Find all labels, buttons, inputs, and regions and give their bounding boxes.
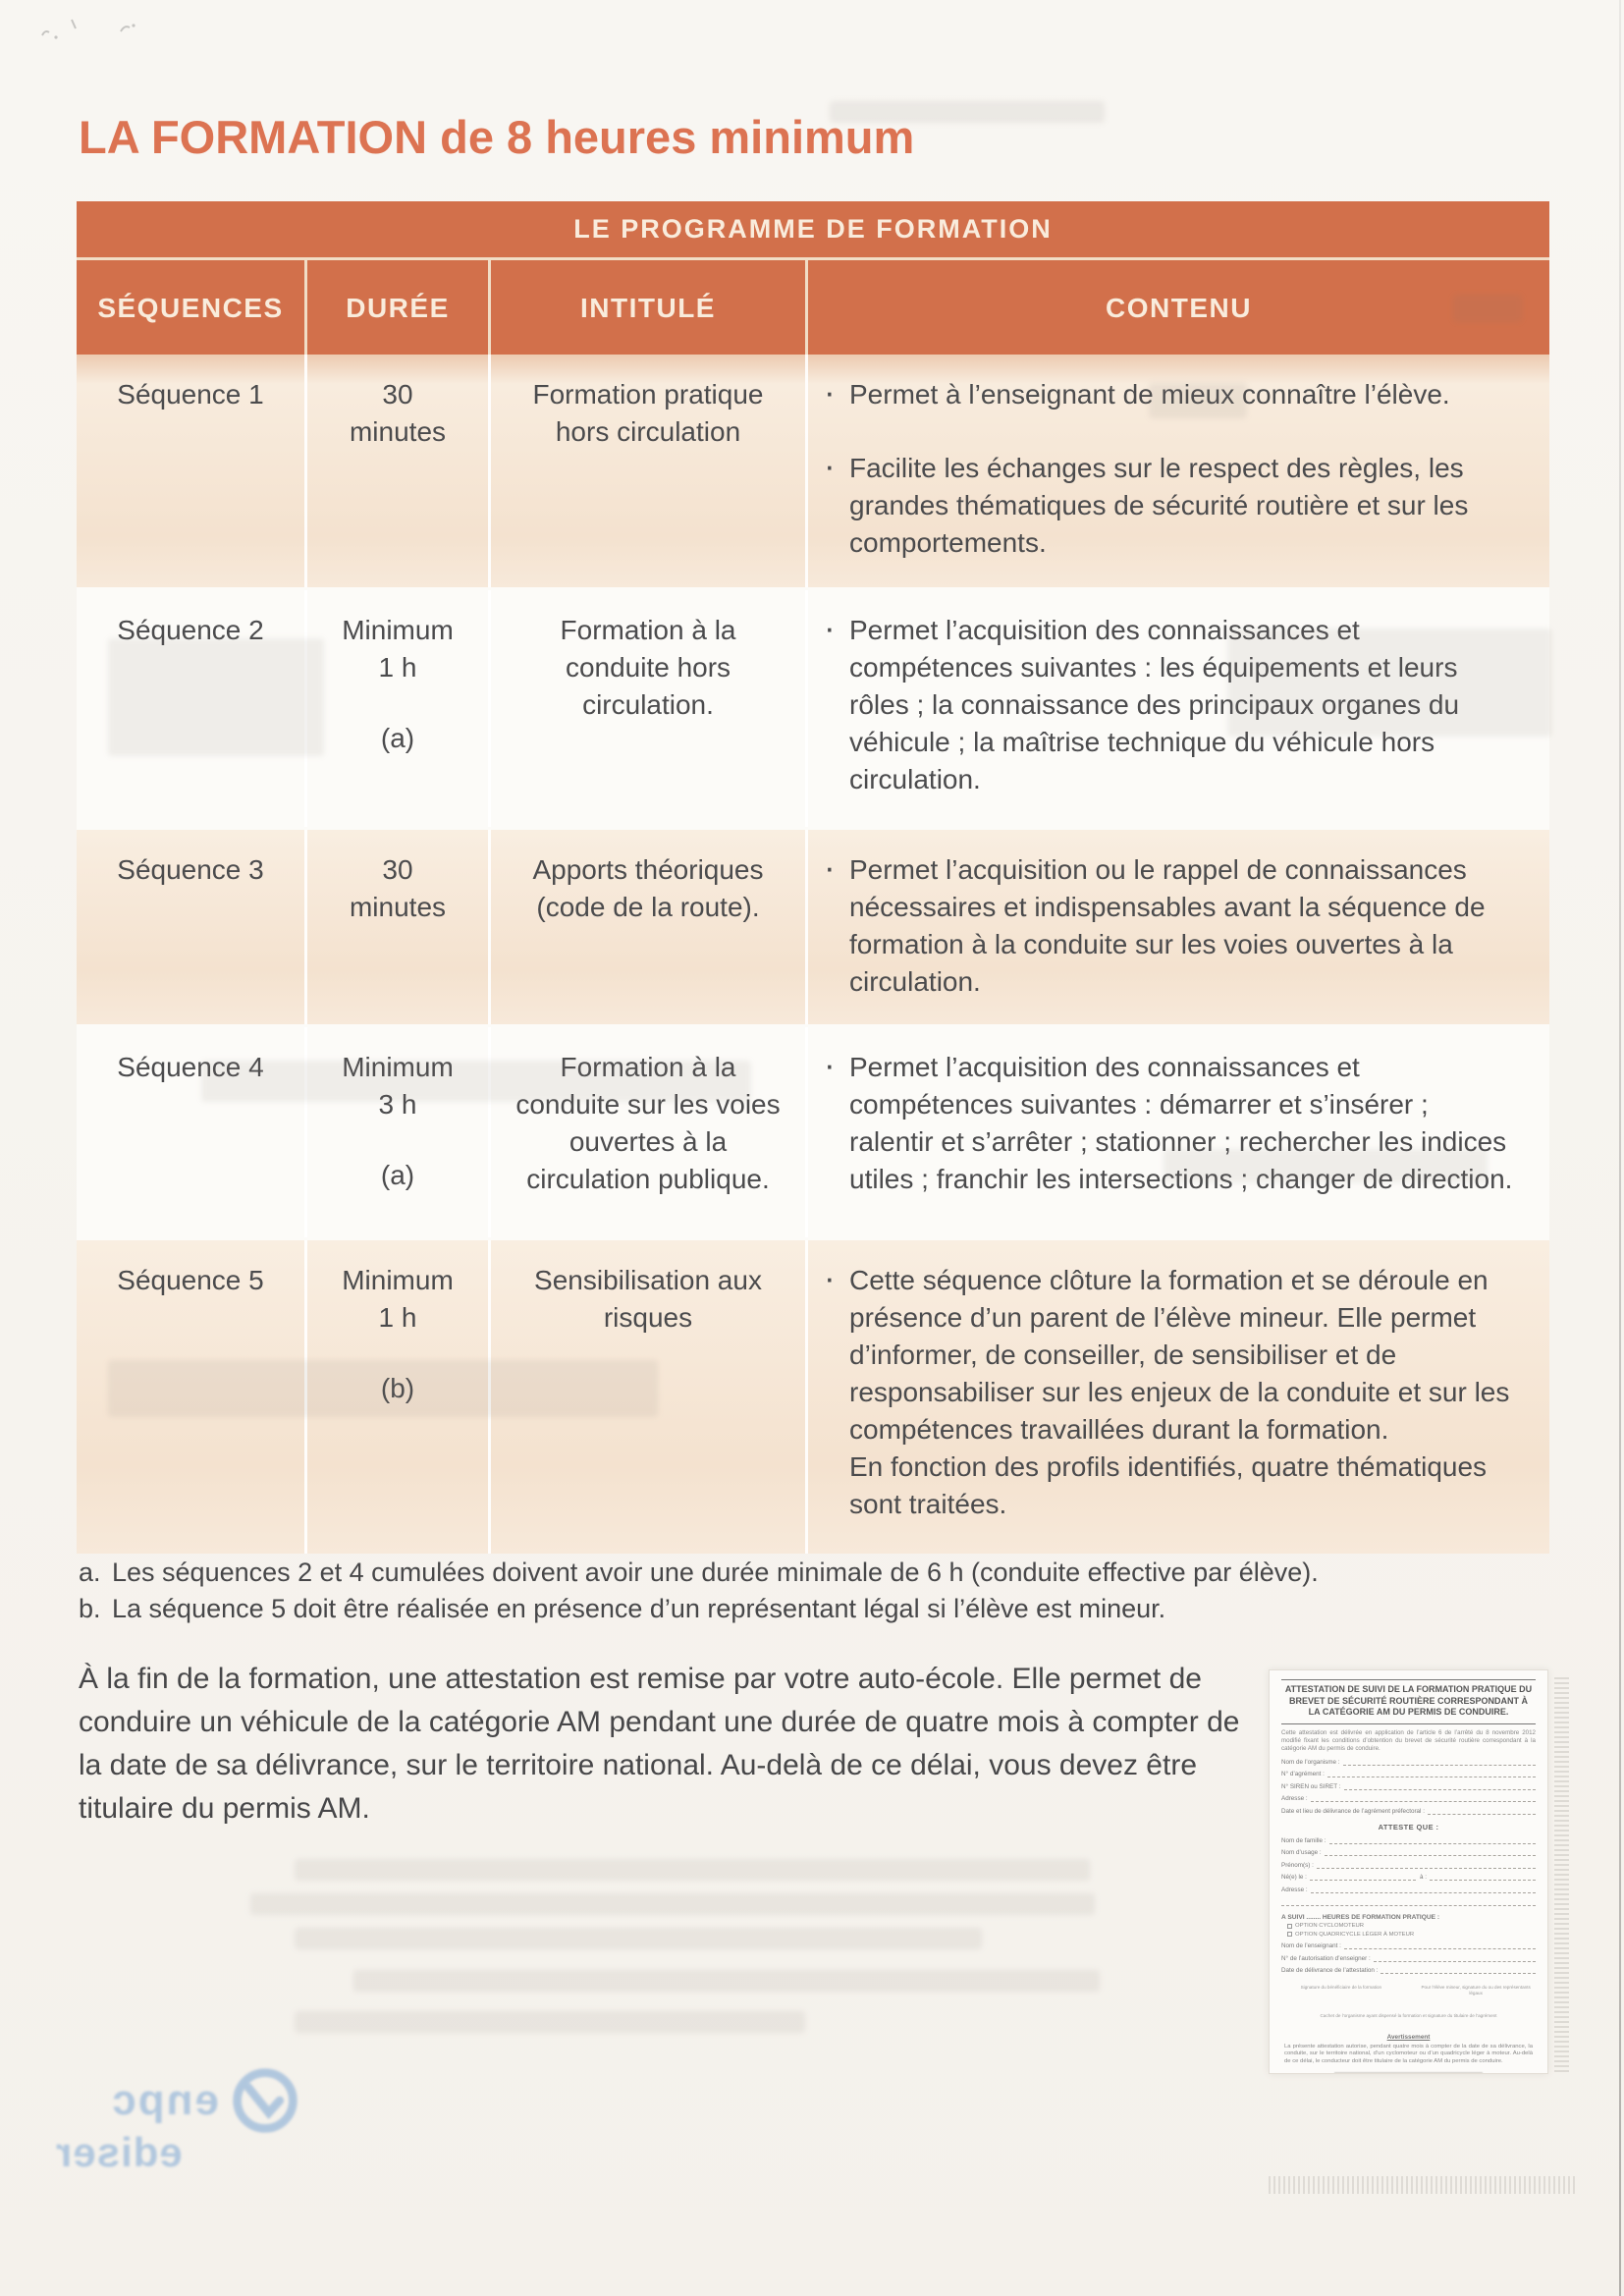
intitule-cell: Formation pratique hors circulation: [488, 355, 805, 587]
bleed-through-artifact: [295, 1859, 1090, 1881]
field-blank-line: [1374, 1955, 1536, 1962]
duree-line: Minimum: [342, 615, 454, 645]
duree-cell: [304, 830, 488, 1024]
bleed-through-artifact: [353, 1970, 1100, 1992]
sequence-cell: Séquence 4: [117, 1052, 264, 1082]
column-header-sequences: SÉQUENCES: [97, 293, 284, 323]
avertissement-title: Avertissement: [1386, 2034, 1431, 2042]
footnote-text: Les séquences 2 et 4 cumulées doivent avoir une durée minimale de 6 h (conduite effective par élève).: [112, 1558, 1319, 1587]
field-blank-line: [1327, 1771, 1536, 1777]
field-blank-line: [1380, 1967, 1536, 1974]
field-label: N° SIREN ou SIRET :: [1281, 1782, 1341, 1790]
duree-line: minutes: [349, 416, 447, 447]
table-row-sequence-4: [77, 1024, 1549, 1237]
enpc-circle-check-icon: [229, 2064, 301, 2137]
contenu-cell: [805, 830, 1549, 1024]
footnote-marker: a.: [79, 1558, 101, 1587]
form-field: [1281, 1771, 1536, 1777]
duree-line: 30: [382, 854, 413, 885]
checkbox-icon: [1287, 1924, 1292, 1929]
field-label: Nom de l’organisme :: [1281, 1758, 1340, 1766]
field-blank-line: [1317, 1862, 1536, 1869]
bleed-through-artifact: [108, 638, 324, 756]
field-label: Adresse :: [1281, 1886, 1308, 1894]
intitule-cell: Apports théoriques (code de la route).: [488, 830, 805, 1024]
option-label: OPTION CYCLOMOTEUR: [1295, 1923, 1365, 1930]
logo-row: [51, 2064, 301, 2137]
bleed-through-artifact: [108, 1360, 658, 1417]
sequence-cell: Séquence 3: [117, 854, 264, 885]
table-banner: LE PROGRAMME DE FORMATION: [77, 201, 1549, 257]
duree-line: 3 h: [378, 1089, 417, 1120]
contenu-bullet: · Cette séquence clôture la formation et se déroule en présence d’un parent de l’élève mineur. Elle permet d’informer, de conseiller, de sensibiliser et de responsabiliser sur les enjeux de la conduite et sur les compétences travaillées durant la formation.: [816, 1262, 1520, 1449]
field-blank-line: [1329, 1837, 1537, 1844]
contenu-bullet: · Facilite les échanges sur le respect des règles, les grandes thématiques de sécurité routière et sur les comportements.: [816, 450, 1520, 562]
bleed-through-artifact: [1453, 295, 1522, 322]
sequence-cell: Séquence 5: [117, 1265, 264, 1295]
table-header-row: [77, 257, 1549, 355]
contenu-bullet: · Permet l’acquisition ou le rappel de connaissances nécessaires et indispensables avant la séquence de formation à la conduite sur les voies ouvertes à la circulation.: [816, 851, 1520, 1001]
form-field: [1281, 1874, 1536, 1881]
duree-line: Minimum: [342, 1265, 454, 1295]
duree-note: (a): [380, 723, 415, 753]
field-blank-line: [1311, 1795, 1536, 1802]
option-quadricycle: [1287, 1932, 1536, 1938]
attestation-intro: Cette attestation est délivrée en application de l’article 6 de l’arrêté du 8 novembre 2012 modifié fixant les conditions d’obtention du brevet de sécurité routière correspondant à la catégorie AM du permis de conduire.: [1281, 1728, 1536, 1752]
scan-edge-shadow: [1619, 0, 1621, 2296]
contenu-bullet: · Permet à l’enseignant de mieux connaître l’élève.: [816, 376, 1520, 413]
formation-program-table: [77, 201, 1549, 1554]
field-label: à :: [1419, 1874, 1427, 1882]
scan-noise-strip-vertical: [1554, 1674, 1569, 2072]
field-blank-line: [1281, 1899, 1536, 1906]
bleed-through-artifact: [295, 1928, 982, 1949]
avertissement-box: [1281, 2034, 1536, 2065]
field-blank-line: [1325, 1849, 1536, 1856]
column-header-intitule: INTITULÉ: [488, 260, 805, 355]
page-title: LA FORMATION de 8 heures minimum: [79, 111, 915, 163]
option-label: OPTION QUADRICYCLE LÉGER À MOTEUR: [1295, 1931, 1415, 1938]
avertissement-text: La présente attestation autorise, pendant quatre mois à compter de la date de sa délivrance, la conduite, sur le territoire national, d’un cyclomoteur ou d’un quadricycle léger à moteur. Au-delà de ce délai, le conducteur doit être titulaire de la catégorie AM du permis de conduire.: [1284, 2043, 1533, 2064]
field-label: Date de délivrance de l’attestation :: [1281, 1967, 1379, 1975]
enpc-ediser-logo-bleedthrough: [51, 2064, 301, 2176]
duree-line: Minimum: [342, 1052, 454, 1082]
signature-right-caption: Pour l’élève mineur, signature du ou des représentants légaux: [1421, 1985, 1531, 1996]
field-label: Adresse :: [1281, 1795, 1308, 1803]
field-label: Nom d’usage :: [1281, 1849, 1322, 1857]
intitule-cell: Sensibilisation aux risques: [488, 1240, 805, 1554]
footnote-a: [79, 1555, 1319, 1591]
tiny-footer-line-artifact: [1334, 2072, 1482, 2074]
option-cyclomoteur: [1287, 1923, 1536, 1929]
table-footnotes: [79, 1555, 1319, 1627]
logo-text-ediser: ediser: [55, 2129, 183, 2175]
duree-line: 30: [382, 379, 413, 410]
field-blank-line: [1344, 1783, 1537, 1790]
logo-text-enpc: enpc: [110, 2076, 219, 2124]
field-blank-line: [1310, 1874, 1416, 1881]
intitule-cell: Formation à la conduite sur les voies ouvertes à la circulation publique.: [488, 1027, 805, 1237]
bleed-through-artifact: [295, 2011, 805, 2033]
intitule-cell: Formation à la conduite hors circulation.: [488, 590, 805, 827]
a-suivi-heading: A SUIVI ........ HEURES DE FORMATION PRATIQUE :: [1281, 1913, 1440, 1921]
form-field: [1281, 1795, 1536, 1802]
form-field: [1281, 1808, 1536, 1815]
duree-cell: [304, 355, 488, 587]
field-label: N° d’agrément :: [1281, 1771, 1325, 1778]
footnote-marker: b.: [79, 1594, 101, 1623]
attestation-paragraph: À la fin de la formation, une attestation est remise par votre auto-école. Elle permet de conduire un véhicule de la catégorie AM pendant une durée de quatre mois à compter de la date de sa délivrance, sur le territoire national. Au-delà de ce délai, vous devez être titulaire du permis AM.: [79, 1663, 1240, 1825]
column-header-contenu: CONTENU: [805, 260, 1549, 355]
duree-note: (b): [380, 1373, 415, 1403]
form-field: [1281, 1849, 1536, 1856]
field-label: Prénom(s) :: [1281, 1861, 1314, 1869]
bleed-through-artifact: [1227, 629, 1551, 737]
scan-noise-strip-horizontal: [1269, 2176, 1575, 2194]
table-row-sequence-3: [77, 827, 1549, 1024]
field-blank-line: [1430, 1874, 1536, 1881]
duree-note: (a): [380, 1160, 415, 1190]
sequence-cell: Séquence 2: [117, 615, 264, 645]
contenu-extra: En fonction des profils identifiés, quatre thématiques sont traitées.: [849, 1451, 1488, 1519]
form-field: [1281, 1837, 1536, 1844]
table-row-sequence-1: [77, 355, 1549, 587]
bleed-through-artifact: [1149, 383, 1247, 418]
column-header-duree: DURÉE: [304, 260, 488, 355]
checkbox-icon: [1287, 1932, 1292, 1937]
field-label: Nom de l’enseignant :: [1281, 1942, 1341, 1950]
duree-cell: [304, 1027, 488, 1237]
attestation-title: ATTESTATION DE SUIVI DE LA FORMATION PRATIQUE DU BREVET DE SÉCURITÉ ROUTIÈRE CORRESPONDANT À LA CATÉGORIE AM DU PERMIS DE CONDUIRE.: [1281, 1679, 1536, 1724]
bleed-through-artifact: [1164, 1149, 1488, 1182]
field-blank-line: [1428, 1808, 1536, 1815]
pencil-marks-artifact: [34, 10, 142, 49]
form-field: [1281, 1862, 1536, 1869]
form-field-continuation: [1281, 1899, 1536, 1906]
footnote-text: La séquence 5 doit être réalisée en présence d’un représentant légal si l’élève est mineur.: [112, 1594, 1166, 1623]
field-label: Date et lieu de délivrance de l’agrément préfectoral :: [1281, 1808, 1425, 1816]
form-field: [1281, 1759, 1536, 1766]
form-field: [1281, 1967, 1536, 1974]
duree-cell: [304, 590, 488, 827]
bleed-through-artifact: [830, 101, 1105, 123]
sequence-cell: Séquence 1: [117, 379, 264, 410]
contenu-bullet: · Permet l’acquisition des connaissances et compétences suivantes : les équipements et leurs rôles ; la connaissance des principaux organes du véhicule ; la maîtrise technique du véhicule hors circulation.: [816, 612, 1520, 798]
contenu-bullet: · Permet l’acquisition des connaissances et compétences suivantes : démarrer et s’insérer ; ralentir et s’arrêter ; stationner ; rechercher les indices utiles ; franchir les intersections ; changer de direction.: [816, 1049, 1520, 1198]
field-label: N° de l’autorisation d’enseigner :: [1281, 1954, 1371, 1962]
footnote-b: [79, 1591, 1319, 1627]
field-blank-line: [1311, 1886, 1536, 1893]
signature-left-caption: Signature du bénéficiaire de la formation: [1300, 1985, 1382, 1991]
form-field: [1281, 1942, 1536, 1949]
duree-line: 1 h: [378, 1302, 417, 1333]
bleed-through-artifact: [201, 1061, 751, 1102]
bleed-through-artifact: [250, 1893, 1095, 1915]
field-label: Né(e) le :: [1281, 1874, 1307, 1882]
duree-line: 1 h: [378, 652, 417, 683]
contenu-cell: [805, 1027, 1549, 1237]
cachet-caption: Cachet de l’organisme ayant dispensé la formation et signature du titulaire de l’agrément: [1320, 2013, 1497, 2019]
form-field: [1281, 1886, 1536, 1893]
atteste-que-heading: ATTESTE QUE :: [1378, 1823, 1439, 1832]
form-field: [1281, 1955, 1536, 1962]
contenu-cell: [805, 1240, 1549, 1554]
field-blank-line: [1343, 1759, 1537, 1766]
duree-line: minutes: [349, 892, 447, 922]
signature-captions: [1281, 1985, 1536, 1996]
field-label: Nom de famille :: [1281, 1836, 1326, 1844]
form-field: [1281, 1783, 1536, 1790]
attestation-form-thumbnail: [1269, 1669, 1548, 2074]
field-blank-line: [1344, 1942, 1536, 1949]
